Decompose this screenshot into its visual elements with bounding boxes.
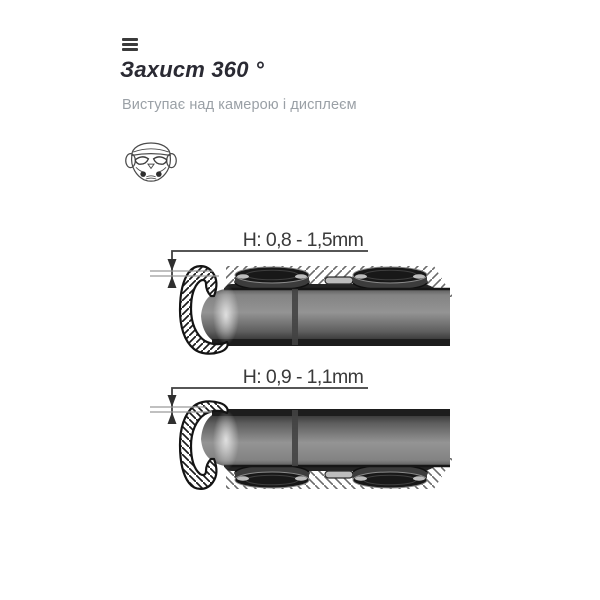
camera-lens — [353, 267, 427, 290]
camera-lens — [235, 267, 309, 290]
page-subtitle: Виступає над камерою і дисплеєм — [122, 97, 357, 113]
edge-highlight — [213, 285, 239, 345]
camera-island-bump — [325, 277, 353, 284]
dimension-label-camera-side: H: 0,8 - 1,5mm — [242, 229, 364, 251]
phone-cross-section-mirrored — [180, 401, 452, 489]
antenna-line — [292, 289, 298, 345]
phone-cross-section — [180, 266, 452, 354]
dimension-label-display-side: H: 0,9 - 1,1mm — [242, 366, 364, 388]
page-title: Захист 360 ° — [120, 57, 264, 82]
